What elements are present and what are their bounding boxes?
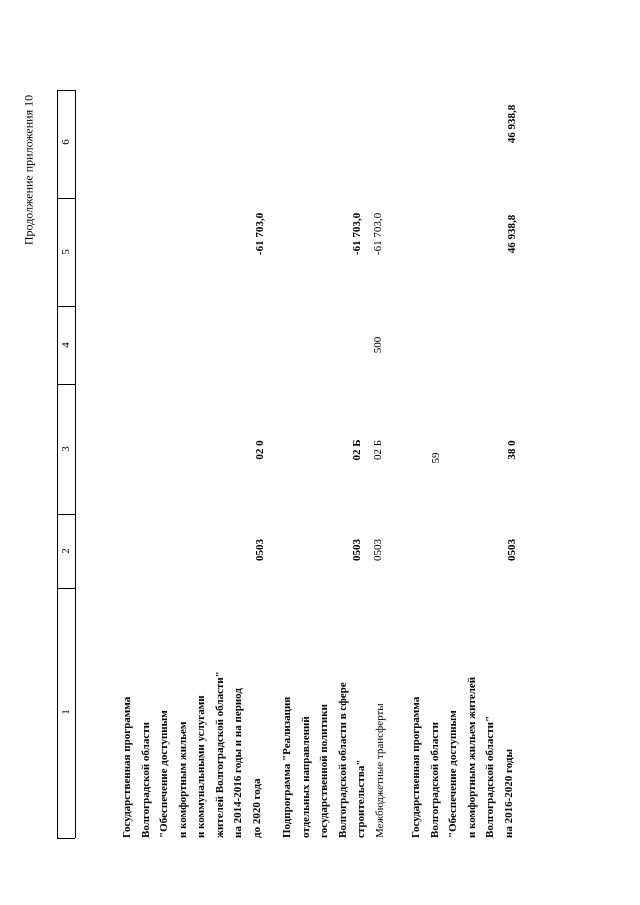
row-4-col-6: 46 938,8 xyxy=(505,104,518,144)
row-1-col-3: 02 0 xyxy=(253,440,266,460)
row-4-line-2: Волгоградской области xyxy=(428,722,441,838)
row-1-line-3: "Обеспечение доступным xyxy=(158,710,170,838)
row-1-line-2: Волгоградской области xyxy=(139,722,152,838)
row-1-line-4: и комфортным жильем xyxy=(176,721,189,838)
table-header-bottom-border xyxy=(75,90,76,838)
row-4-line-3: "Обеспечение доступным xyxy=(447,710,459,838)
row-4-col-5: 46 938,8 xyxy=(505,214,518,254)
row-2-line-5: строительства" xyxy=(355,759,367,838)
table-bottom-rule xyxy=(57,838,75,839)
row-1-line-1: Государственная программа xyxy=(121,696,133,838)
row-3-col-5: -61 703,0 xyxy=(371,212,384,256)
column-header-1: 1 xyxy=(60,709,72,715)
row-2-line-1: Подпрограмма "Реализация xyxy=(281,696,293,838)
row-1-col-2: 0503 xyxy=(253,539,266,561)
column-divider-3-4 xyxy=(57,384,75,385)
page-number: 59 xyxy=(430,452,442,464)
column-header-3: 3 xyxy=(60,446,72,452)
row-1-line-8: до 2020 года xyxy=(250,778,263,838)
row-4-description xyxy=(407,677,518,838)
row-2-line-4: Волгоградской области в сфере xyxy=(336,682,349,838)
table-header-top-border xyxy=(57,90,58,838)
column-header-6: 6 xyxy=(60,139,72,145)
row-3-line-1: Межбюджетные трансферты xyxy=(374,703,386,838)
row-1-line-6: жителей Волгоградской области" xyxy=(213,671,226,838)
row-1-line-7: на 2014-2016 годы и на период xyxy=(232,688,244,838)
column-divider-5-6 xyxy=(57,198,75,199)
row-1-line-5: и коммунальными услугами xyxy=(195,695,207,838)
row-4-col-2: 0503 xyxy=(505,539,518,561)
row-2-col-5: -61 703,0 xyxy=(350,212,363,256)
column-divider-4-5 xyxy=(57,306,75,307)
column-header-2: 2 xyxy=(60,548,72,554)
column-divider-2-3 xyxy=(57,514,75,515)
row-1-description xyxy=(118,671,266,838)
column-divider-1-2 xyxy=(57,588,75,589)
row-2-description xyxy=(278,682,371,838)
table-caption: Продолжение приложения 10 xyxy=(21,94,36,246)
row-2-line-3: государственной политики xyxy=(318,704,330,838)
column-header-5: 5 xyxy=(60,249,72,255)
row-3-col-4: 500 xyxy=(371,336,384,354)
row-2-col-2: 0503 xyxy=(350,539,363,561)
row-4-line-1: Государственная программа xyxy=(410,696,422,838)
table-top-rule xyxy=(57,90,75,91)
row-2-col-3: 02 Б xyxy=(350,439,363,461)
row-4-line-4: и комфортным жильем жителей xyxy=(465,676,478,838)
row-3-description xyxy=(371,703,390,838)
column-header-4: 4 xyxy=(60,342,72,348)
row-3-col-2: 0503 xyxy=(371,539,384,561)
row-2-line-2: отдельных направлений xyxy=(299,716,312,838)
row-3-col-3: 02 Б xyxy=(371,439,384,461)
row-4-line-5: Волгоградской области" xyxy=(484,715,496,838)
row-4-line-6: на 2016-2020 годы xyxy=(502,748,515,838)
row-1-col-5: -61 703,0 xyxy=(253,212,266,256)
row-4-col-3: 38 0 xyxy=(505,440,518,460)
